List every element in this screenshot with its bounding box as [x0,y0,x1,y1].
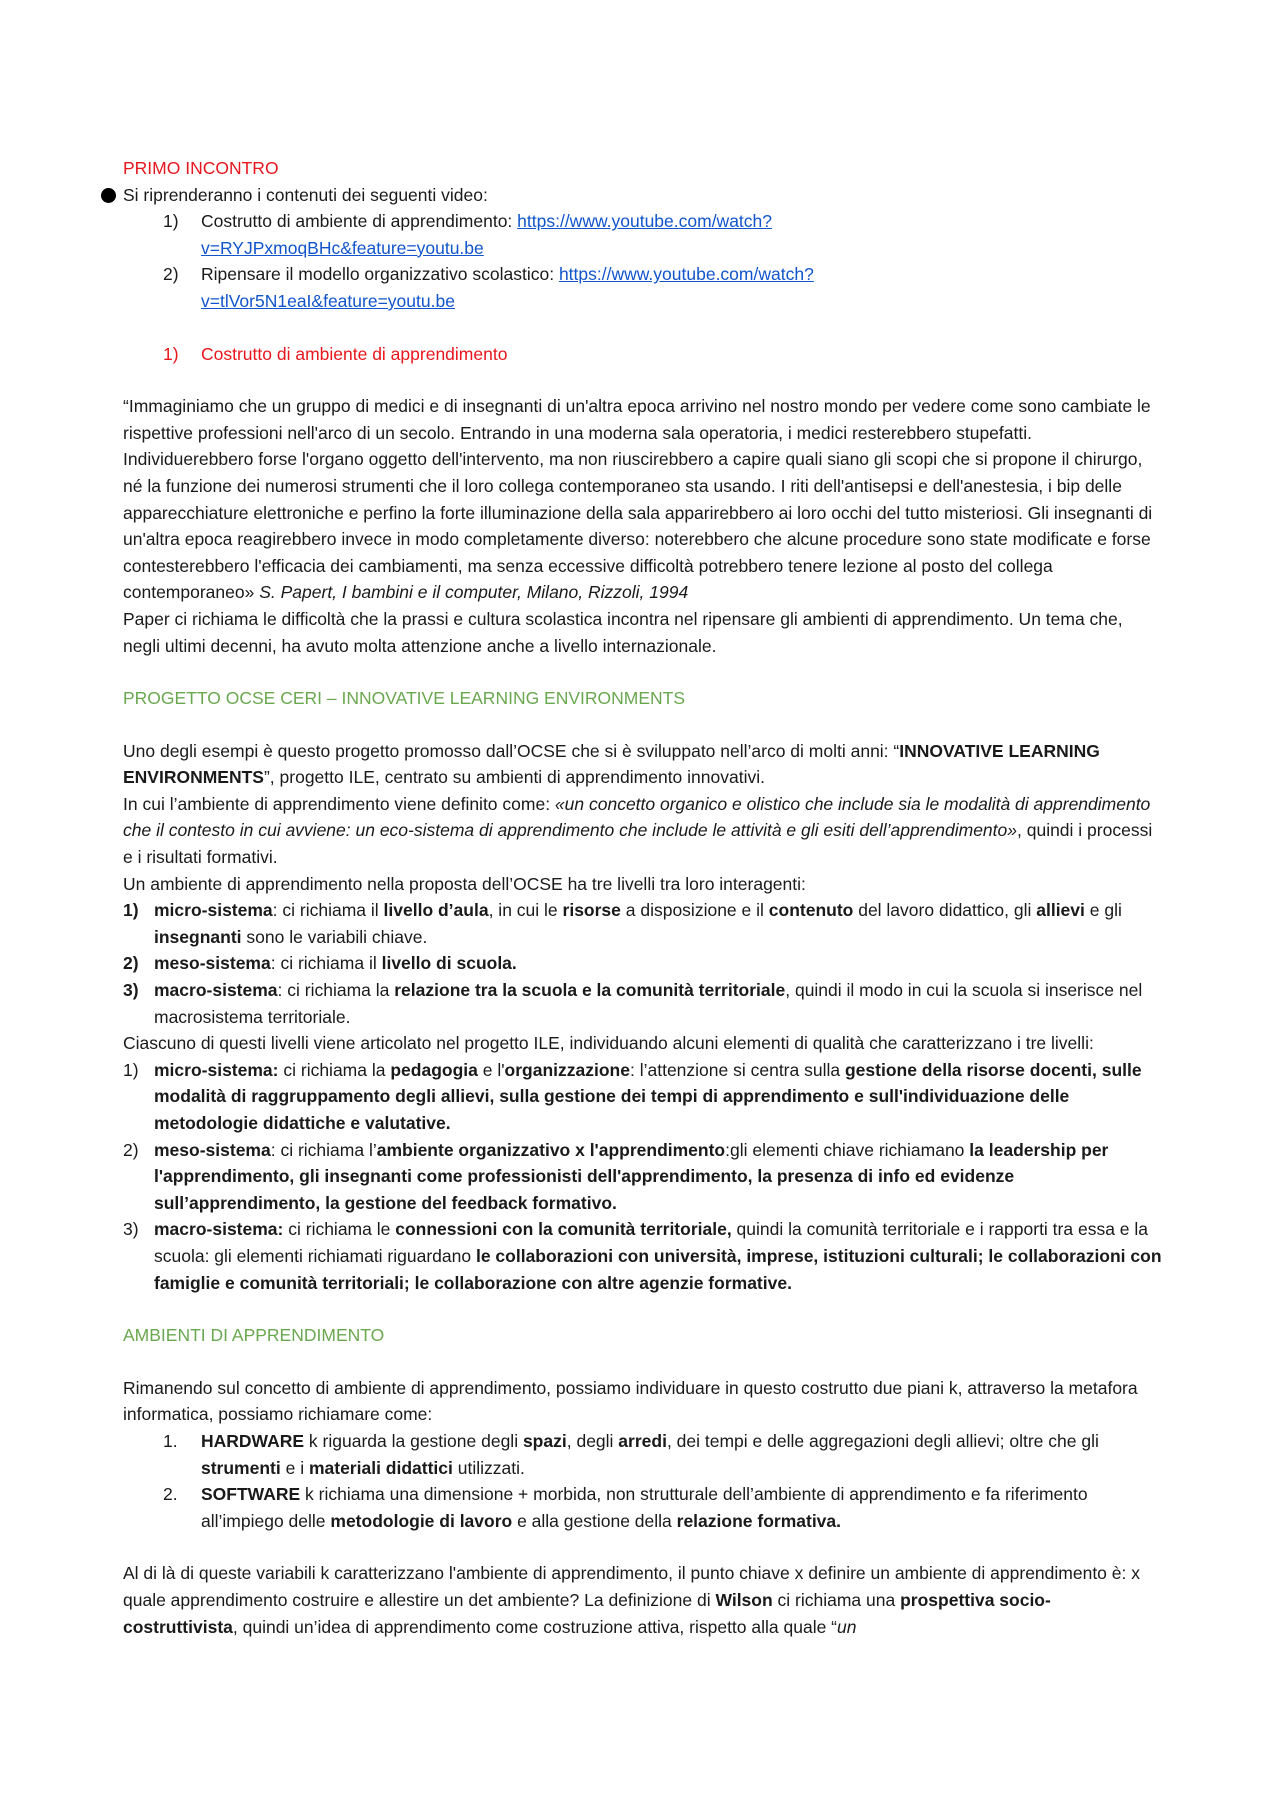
ocse-paragraph-1: Uno degli esempi è questo progetto promosso dall’OCSE che si è sviluppato nell’arco di molti anni: “INNOVATIVE LEARNING ENVIRONMENTS”, progetto ILE, centrato su ambienti di apprendimento innovativi. [123,740,1100,788]
video-link-2[interactable]: https://www.youtube.com/watch? v=tlVor5N1eaI&feature=youtu.be [201,264,814,311]
quote-citation: S. Papert, I bambini e il computer, Milano, Rizzoli, 1994 [259,582,689,603]
heading-ambienti: AMBIENTI DI APPRENDIMENTO [123,1325,385,1346]
heading-primo-incontro: PRIMO INCONTRO [123,158,279,178]
video-item-number: 2) [163,264,179,285]
video-item-number: 1) [163,211,179,232]
video-item-label: Costrutto di ambiente di apprendimento: [201,211,518,232]
document-content [123,155,1163,1640]
video-item-1 [123,208,1163,261]
quality-item-1: 1) micro-sistema: ci richiama la pedagogia e l'organizzazione: l’attenzione si centra sulla gestione della risorse docenti, sulle modalità di raggruppamento degli allievi, sulla gestione dei tempi di apprendimento e sull'individuazione delle metodologie didattiche e valutative. [123,1059,1142,1133]
ambienti-item-software: 2. SOFTWARE k richiama una dimensione + morbida, non strutturale dell’ambiente di apprendimento e fa riferimento all’impiego delle metodologie di lavoro e alla gestione della relazione formativa. [163,1484,1088,1531]
ambienti-paragraph-1: Rimanendo sul concetto di ambiente di apprendimento, possiamo individuare in questo costrutto due piani k, attraverso la metafora informatica, possiamo richiamare come: [123,1377,1138,1425]
ambienti-item-hardware: 1. HARDWARE k riguarda la gestione degli spazi, degli arredi, dei tempi e delle aggregazioni degli allievi; oltre che gli strumenti e i materiali didattici utilizzati. [163,1430,1099,1478]
quality-item-3: 3) macro-sistema: ci richiama le connessioni con la comunità territoriale, quindi la comunità territoriale e i rapporti tra essa e la scuola: gli elementi richiamati riguardano le collaborazioni con università, imprese, istituzioni culturali; le collaborazioni con famiglie e comunità territoriali; le collaborazione con altre agenzie formative. [123,1219,1162,1293]
video-link-1[interactable]: https://www.youtube.com/watch? v=RYJPxmoqBHc&feature=youtu.be [201,211,772,258]
intro-text: Si riprenderanno i contenuti dei seguenti video: [123,184,488,205]
ocse-paragraph-3: Un ambiente di apprendimento nella proposta dell’OCSE ha tre livelli tra loro interagenti: [123,873,806,894]
section-heading-costrutto: 1) Costrutto di ambiente di apprendimento [163,343,508,364]
video-item-2 [123,261,1163,314]
level-item-2: 2) meso-sistema: ci richiama il livello di scuola. [123,953,517,974]
level-item-1: 1) micro-sistema: ci richiama il livello d’aula, in cui le risorse a disposizione e il contenuto del lavoro didattico, gli allievi e gli insegnanti sono le variabili chiave. [123,900,1122,947]
level-item-3: 3) macro-sistema: ci richiama la relazione tra la scuola e la comunità territoriale, quindi il modo in cui la scuola si inserisce nel macrosistema territoriale. [123,980,1143,1027]
intro-bullet [123,182,1163,209]
heading-progetto-ocse: PROGETTO OCSE CERI – INNOVATIVE LEARNING ENVIRONMENTS [123,688,686,709]
bullet-dot-icon [101,188,116,203]
ocse-paragraph-2: In cui l’ambiente di apprendimento viene definito come: «un concetto organico e olistico che include sia le modalità di apprendimento che il contesto in cui avviene: un eco-sistema di apprendimento che include le attività e gli esiti dell’apprendimento», quindi i processi e i risultati formativi. [123,793,1153,868]
paper-paragraph: Paper ci richiama le difficoltà che la prassi e cultura scolastica incontra nel ripensare gli ambienti di apprendimento. Un tema che, negli ultimi decenni, ha avuto molta attenzione anche a livello internazionale. [123,608,1123,656]
ambienti-paragraph-2: Al di là di queste variabili k caratterizzano l'ambiente di apprendimento, il punto chiave x definire un ambiente di apprendimento è: x quale apprendimento costruire e allestire un det ambiente? La definizione di Wilson ci richiama una prospettiva socio-costruttivista, quindi un’idea di apprendimento come costruzione attiva, rispetto alla quale “un [123,1563,1140,1637]
quality-item-2: 2) meso-sistema: ci richiama l’ambiente organizzativo x l'apprendimento:gli elementi chiave richiamano la leadership per l'apprendimento, gli insegnanti come professionisti dell'apprendimento, la presenza di info ed evidenze sull’apprendimento, la gestione del feedback formativo. [123,1139,1109,1213]
ocse-paragraph-4: Ciascuno di questi livelli viene articolato nel progetto ILE, individuando alcuni elementi di qualità che caratterizzano i tre livelli: [123,1033,1094,1054]
video-item-label: Ripensare il modello organizzativo scolastico: [201,264,559,285]
papert-quote: “Immaginiamo che un gruppo di medici e di insegnanti di un'altra epoca arrivino nel nostro mondo per vedere come sono cambiate le rispettive professioni nell'arco di un secolo. Entrando in una moderna sala operatoria, i medici resterebbero stupefatti. Individuerebbero forse l'organo oggetto dell'intervento, ma non riuscirebbero a capire quali siano gli scopi che si propone il chirurgo, né la funzione dei numerosi strumenti che il loro collega contemporaneo sta usando. I riti dell'antisepsi e dell'anestesia, i bip delle apparecchiature elettroniche e perfino la forte illuminazione della sala apparirebbero ai loro occhi del tutto misteriosi. Gli insegnanti di un'altra epoca reagirebbero invece in modo completamente diverso: noterebbero che alcune procedure sono state modificate e forse contesterebbero l'efficacia dei cambiamenti, ma senza eccessive difficoltà potrebbero tenere lezione al posto del collega contemporaneo» S. Papert, I bambini e il computer, Milano, Rizzoli, 1994 [123,396,1153,603]
